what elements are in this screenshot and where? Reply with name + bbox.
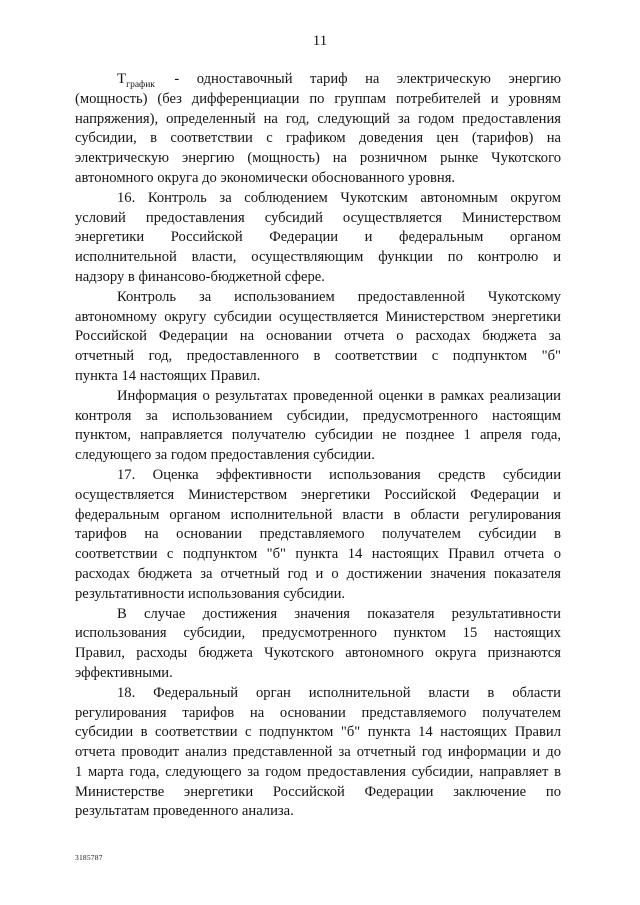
- text-line: расходах бюджета за отчетный год и о достижении значения показателя: [75, 565, 561, 582]
- formula-description: - одноставочный тариф на электрическую энергию: [174, 71, 561, 87]
- formula-definition-line: [117, 70, 561, 90]
- text-line: исполнительной власти, осуществляющим функции по контролю и: [75, 249, 561, 266]
- text-line: 1 марта года, следующего за годом предоставления субсидии, направляет в: [75, 763, 561, 780]
- text-line: 17. Оценка эффективности использования средств субсидии: [117, 466, 561, 483]
- text-line: пунктом, направляется получателю субсидии не позднее 1 апреля года,: [75, 427, 561, 444]
- page-number: 11: [312, 33, 328, 49]
- text-line: надзору в финансово-бюджетной сфере.: [75, 268, 325, 285]
- text-line: осуществляется Министерством энергетики Российской Федерации и: [75, 486, 561, 503]
- text-line: контроля за использованием субсидии, предусмотренного настоящим: [75, 407, 561, 424]
- formula-subscript: график: [126, 80, 155, 90]
- text-line: В случае достижения значения показателя результативности: [117, 605, 561, 622]
- text-line: федеральным органом исполнительной власти в области регулирования: [75, 506, 561, 523]
- text-line: Информация о результатах проведенной оценки в рамках реализации: [117, 387, 561, 404]
- text-line: (мощность) (без дифференциации по группам потребителей и уровням: [75, 90, 561, 107]
- text-line: напряжения), определенный на год, следующий за годом предоставления: [75, 110, 561, 127]
- text-line: Российской Федерации на основании отчета о расходах бюджета за: [75, 328, 561, 345]
- text-line: результатам проведенного анализа.: [75, 803, 294, 820]
- text-line: электрическую энергию (мощность) на розничном рынке Чукотского: [75, 150, 561, 167]
- document-body: [75, 70, 561, 822]
- text-line: соответствии с подпунктом "б" пункта 14 настоящих Правил отчета о: [75, 546, 561, 563]
- paragraph: [75, 70, 561, 189]
- text-line: результативности использования субсидии.: [75, 585, 346, 602]
- paragraph: [75, 189, 561, 288]
- text-line: субсидии в соответствии с подпунктом "б" пункта 14 настоящих Правил: [75, 724, 561, 741]
- formula-symbol: Т: [117, 71, 127, 87]
- paragraph: [75, 387, 561, 466]
- paragraph: [75, 288, 561, 387]
- text-line: использования субсидии, предусмотренного пунктом 15 настоящих: [75, 625, 561, 642]
- paragraph: [75, 466, 561, 605]
- text-line: субсидии, в соответствии с графиком доведения цен (тарифов) на: [75, 130, 561, 147]
- text-line: пункта 14 настоящих Правил.: [75, 367, 261, 384]
- text-line: Министерстве энергетики Российской Федерации заключение по: [75, 783, 561, 800]
- text-line: отчетный год, предоставленного в соответствии с подпунктом "б": [75, 348, 561, 365]
- document-code: 3185787: [75, 853, 103, 862]
- paragraph: [75, 684, 561, 823]
- paragraph: [75, 605, 561, 684]
- text-line: 16. Контроль за соблюдением Чукотским автономным округом: [117, 189, 561, 206]
- text-line: автономному округу субсидии осуществляется Министерством энергетики: [75, 308, 561, 325]
- text-line: автономного округа до экономически обоснованного уровня.: [75, 169, 456, 186]
- text-line: следующего за годом предоставления субсидии.: [75, 447, 375, 464]
- text-line: регулирования тарифов на основании представляемого получателем: [75, 704, 561, 721]
- text-line: Правил, расходы бюджета Чукотского автономного округа признаются: [75, 645, 561, 662]
- text-line: энергетики Российской Федерации и федеральным органом: [75, 229, 561, 246]
- text-line: Контроль за использованием предоставленной Чукотскому: [117, 288, 561, 305]
- text-line: эффективными.: [75, 664, 173, 681]
- text-line: отчета проводит анализ представленной за отчетный год информации и до: [75, 744, 561, 761]
- text-line: тарифов на основании представляемого получателем субсидии в: [75, 526, 561, 543]
- text-line: условий предоставления субсидий осуществляется Министерством: [75, 209, 561, 226]
- text-line: 18. Федеральный орган исполнительной власти в области: [117, 684, 561, 701]
